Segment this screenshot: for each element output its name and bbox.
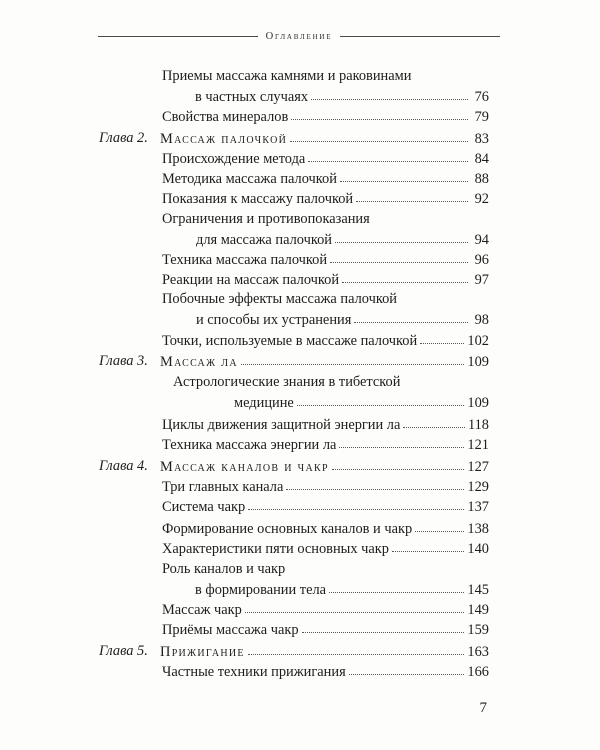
dot-leader: [354, 308, 468, 323]
entry-title: Техника массажа палочкой: [162, 252, 328, 268]
entry-title: в частных случаях: [195, 89, 309, 105]
entry-title: для массажа палочкой: [196, 232, 332, 248]
entry-title: Свойства минералов: [162, 109, 289, 125]
entry-page-number: 138: [467, 521, 489, 537]
entry-page-number: 145: [467, 582, 489, 598]
entry-title: Частные техники прижигания: [162, 664, 346, 680]
header-title: Оглавление: [265, 30, 333, 42]
chapter-label: Глава 4.: [99, 458, 148, 474]
entry-title: в формировании тела: [195, 582, 327, 598]
toc-entry: [0, 289, 600, 311]
toc-entry: [0, 599, 600, 621]
entry-title: Характеристики пяти основных чакр: [162, 541, 389, 557]
dot-leader: [290, 127, 468, 142]
entry-page-number: 84: [474, 151, 489, 167]
dot-leader: [335, 228, 468, 243]
toc-entry: [0, 209, 600, 231]
entry-title: Три главных канала: [162, 479, 284, 495]
toc-entry: [0, 518, 600, 540]
dot-leader: [342, 268, 468, 283]
dot-leader: [332, 455, 465, 470]
entry-page-number: 76: [474, 89, 489, 105]
dot-leader: [356, 187, 468, 202]
toc-entry: [0, 434, 600, 456]
dot-leader: [241, 350, 465, 365]
toc-entry: [0, 309, 600, 331]
entry-title: Массаж чакр: [162, 602, 242, 618]
entry-title: медицине: [234, 395, 294, 411]
entry-page-number: 94: [474, 232, 489, 248]
entry-page-number: 109: [467, 395, 489, 411]
entry-page-number: 163: [467, 644, 489, 660]
entry-title: Техника массажа энергии ла: [162, 437, 337, 453]
entry-title: Формирование основных каналов и чакр: [162, 521, 413, 537]
entry-title: Циклы движения защитной энергии ла: [162, 417, 401, 433]
toc-entry: [0, 106, 600, 128]
toc-entry: [0, 392, 600, 414]
page-number: 7: [479, 700, 487, 716]
toc-entry: [0, 414, 600, 436]
toc-entry: [0, 168, 600, 190]
entry-page-number: 79: [474, 109, 489, 125]
entry-title: Массаж ла: [160, 354, 238, 370]
entry-page-number: 109: [467, 354, 489, 370]
entry-title: Прижигание: [160, 644, 245, 660]
entry-page-number: 129: [467, 479, 489, 495]
entry-title: Точки, используемые в массаже палочкой: [162, 333, 418, 349]
entry-page-number: 97: [474, 272, 489, 288]
dot-leader: [248, 640, 465, 655]
toc-entry: [0, 148, 600, 170]
toc-entry: [0, 496, 600, 518]
header-rule-right: [340, 36, 500, 37]
header-rule-left: [98, 36, 258, 37]
toc-entry: [0, 188, 600, 210]
toc-entry: [0, 229, 600, 251]
toc-entry: [0, 269, 600, 291]
entry-page-number: 127: [467, 459, 489, 475]
toc-entry: [0, 559, 600, 581]
dot-leader: [245, 598, 465, 613]
dot-leader: [297, 391, 465, 406]
entry-title: и способы их устранения: [196, 312, 352, 328]
entry-page-number: 88: [474, 171, 489, 187]
dot-leader: [311, 85, 468, 100]
dot-leader: [403, 413, 465, 428]
entry-title: Ограничения и противопоказания: [162, 211, 370, 227]
dot-leader: [286, 475, 464, 490]
entry-title: Роль каналов и чакр: [162, 561, 286, 577]
toc-chapter-entry: [0, 641, 600, 663]
dot-leader: [349, 660, 465, 675]
entry-title: Приемы массажа камнями и раковинами: [162, 68, 412, 84]
toc-entry: [0, 661, 600, 683]
toc-entry: [0, 538, 600, 560]
entry-page-number: 96: [474, 252, 489, 268]
running-header: [98, 28, 500, 44]
toc-entry: [0, 249, 600, 271]
dot-leader: [392, 537, 464, 552]
dot-leader: [329, 578, 464, 593]
toc-chapter-entry: [0, 128, 600, 150]
toc-chapter-entry: [0, 351, 600, 373]
chapter-label: Глава 2.: [99, 130, 148, 146]
dot-leader: [415, 517, 464, 532]
entry-title: Массаж палочкой: [160, 131, 288, 147]
dot-leader: [308, 147, 468, 162]
entry-title: Астрологические знания в тибетской: [173, 374, 401, 390]
chapter-label: Глава 3.: [99, 353, 148, 369]
entry-page-number: 92: [474, 191, 489, 207]
entry-title: Побочные эффекты массажа палочкой: [162, 291, 397, 307]
entry-page-number: 121: [467, 437, 489, 453]
dot-leader: [330, 248, 468, 263]
entry-title: Происхождение метода: [162, 151, 306, 167]
dot-leader: [420, 329, 464, 344]
entry-page-number: 149: [467, 602, 489, 618]
entry-title: Массаж каналов и чакр: [160, 459, 329, 475]
chapter-label: Глава 5.: [99, 643, 148, 659]
entry-page-number: 159: [467, 622, 489, 638]
toc-entry: [0, 330, 600, 352]
entry-page-number: 137: [467, 499, 489, 515]
dot-leader: [339, 433, 464, 448]
dot-leader: [248, 495, 464, 510]
entry-title: Приёмы массажа чакр: [162, 622, 299, 638]
entry-page-number: 140: [467, 541, 489, 557]
dot-leader: [302, 618, 465, 633]
entry-title: Реакции на массаж палочкой: [162, 272, 340, 288]
entry-page-number: 166: [467, 664, 489, 680]
entry-page-number: 102: [467, 333, 489, 349]
dot-leader: [340, 167, 468, 182]
dot-leader: [291, 105, 468, 120]
entry-page-number: 83: [474, 131, 489, 147]
entry-title: Показания к массажу палочкой: [162, 191, 354, 207]
entry-page-number: 98: [474, 312, 489, 328]
entry-title: Методика массажа палочкой: [162, 171, 337, 187]
entry-title: Система чакр: [162, 499, 246, 515]
entry-page-number: 118: [467, 417, 489, 433]
toc-entry: [0, 619, 600, 641]
toc-entry: [0, 66, 600, 88]
